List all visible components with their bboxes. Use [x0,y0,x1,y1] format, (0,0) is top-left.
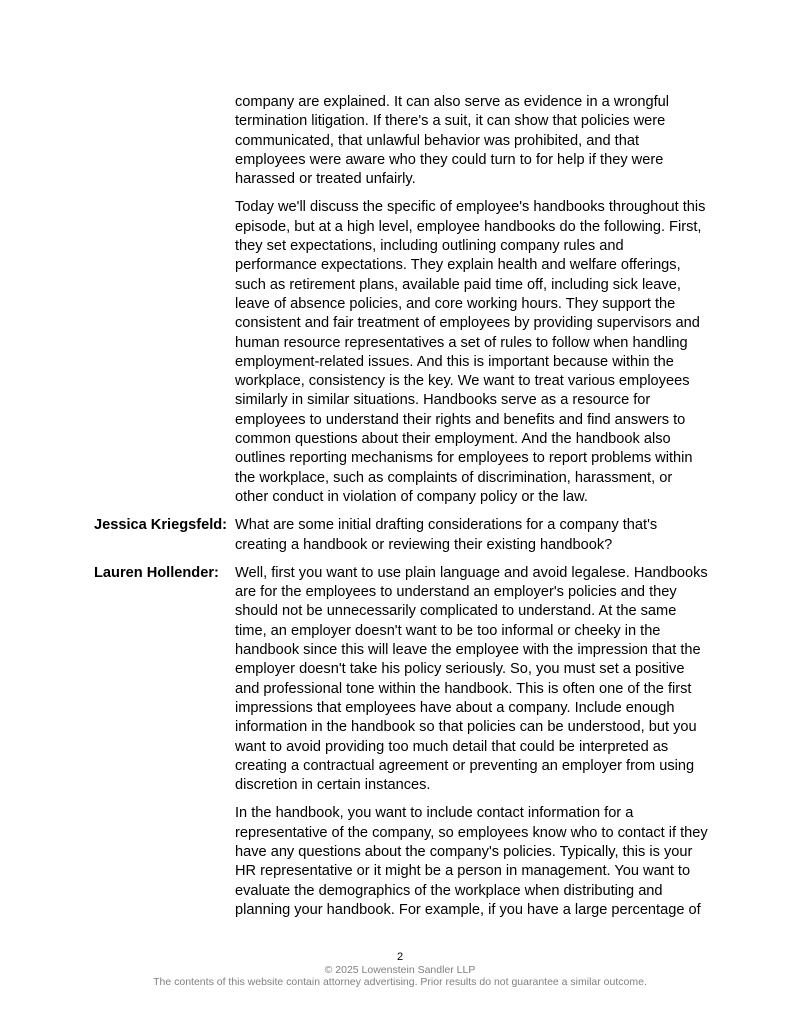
speech-text [235,564,709,929]
transcript-block-jessica-kriegsfeld [94,516,714,564]
disclaimer-notice: The contents of this website contain attorney advertising. Prior results do not guarantee a similar outcome. [153,976,647,988]
paragraph: Well, first you want to use plain language and avoid legalese. Handbooks are for the employees to understand an employer's policies and they should not be unnecessarily complicated to understand. At the same time, an employer doesn't want to be too informal or cheeky in the handbook since this will leave the employee with the impression that the employer doesn't take his policy seriously. So, you must set a positive and professional tone within the handbook. This is often one of the first impressions that employees have about a company. Include enough information in the handbook so that policies can be understood, but you want to avoid providing too much detail that could be interpreted as creating a contractual agreement or preventing an employer from using discretion in certain instances. [235,564,708,794]
speaker-label: Jessica Kriegsfeld: [94,517,228,534]
paragraph: company are explained. It can also serve as evidence in a wrongful termination litigation. If there's a suit, it can show that policies were communicated, that unlawful behavior was prohibited, and that employees were aware who they could turn to for help if they were harassed or treated unfairly. [235,94,670,188]
copyright-notice: © 2025 Lowenstein Sandler LLP [324,964,476,976]
speech-text [235,516,709,564]
paragraph: Today we'll discuss the specific of employee's handbooks throughout this episode, but at a high level, employee handbooks do the following. First, they set expectations, including outlining company rules and performance expectations. They explain health and welfare offerings, such as retirement plans, available paid time off, including sick leave, leave of absence policies, and core working hours. They support the consistent and fair treatment of employees by providing supervisors and human resource representatives a set of rules to follow when handling employment-related issues. And this is important because within the workplace, consistency is the key. We want to treat various employees similarly in similar situations. Handbooks serve as a resource for employees to understand their rights and benefits and find answers to common questions about their employment. And the handbook also outlines reporting mechanisms for employees to report problems within the workplace, such as complaints of discrimination, harassment, or other conduct in violation of company policy or the law. [235,199,706,505]
transcript-block-continuation [94,93,714,516]
paragraph: In the handbook, you want to include contact information for a representative of the company, so employees know who to contact if they have any questions about the company's policies. Typically, this is your HR representative or it might be a person in management. You want to evaluate the demographics of the workplace when distributing and planning your handbook. For example, if you have a large percentage of [235,805,708,918]
transcript-block-lauren-hollender [94,564,714,929]
speaker-label: Lauren Hollender: [94,564,219,581]
paragraph: What are some initial drafting considerations for a company that's creating a handbook or reviewing their existing handbook? [235,517,658,553]
transcript-body [94,93,714,929]
speech-text [235,93,709,516]
page-number: 2 [396,951,404,963]
